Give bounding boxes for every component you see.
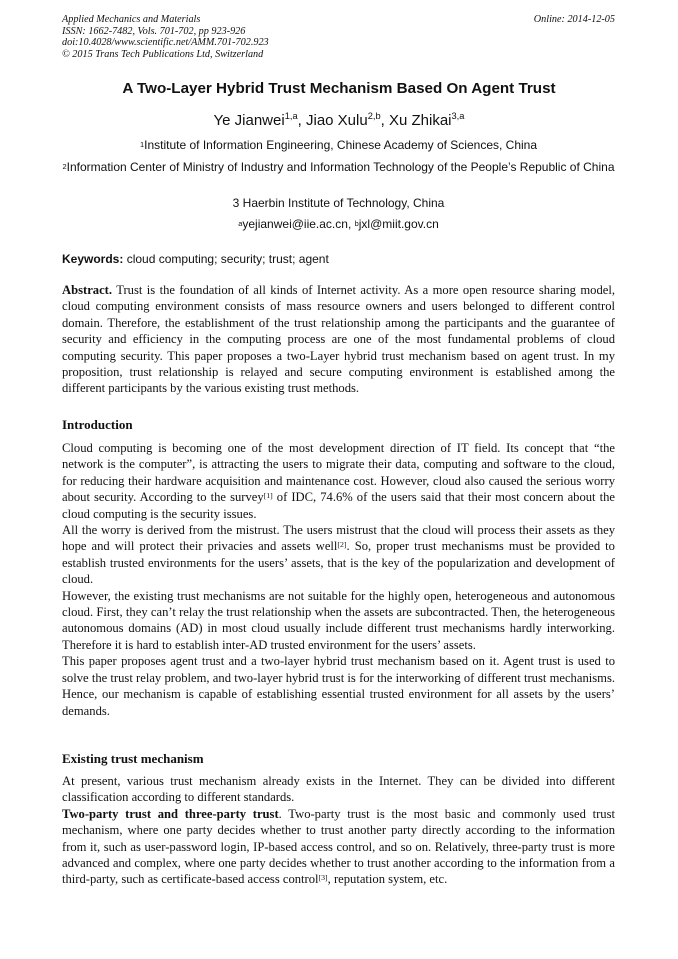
author-name: Ye Jianwei xyxy=(213,112,285,129)
email-sup: b xyxy=(354,218,359,228)
paragraph: This paper proposes agent trust and a two-layer hybrid trust mechanism based on it. Agent trust is used to solve the trust relay problem, and two-layer hybrid trust is for the interworking of different trust mechanisms. Hence, our mechanism is capable of establishing essential trusted environment for all assets by the users’ demands. xyxy=(62,654,615,718)
paragraph-text: , reputation system, etc. xyxy=(327,872,448,887)
journal-header xyxy=(62,14,615,60)
doi: doi:10.4028/www.scientific.net/AMM.701-702.923 xyxy=(62,37,269,48)
paragraph-text: . Two-party trust is the most basic and commonly used trust mechanism, where one party decides whether to trust another party directly according to the information from it, such as user-password login, IP-based access control, and so on. Relatively, three-party trust is more advanced and complex, where one party decides whether to trust another according to the information from a third-party, such as certificate-based access control xyxy=(62,806,615,887)
paragraph: However, the existing trust mechanisms are not suitable for the highly open, heterogeneous and autonomous cloud. First, they can’t relay the trust relationship when the assets are subcontracted. Then, the heterogeneous autonomous domains (AD) in most cloud usually include different trust mechanisms hardly interworking. Therefore it is hard to establish inter-AD trusted environment for the users’ assets. xyxy=(62,588,615,652)
affiliation-3 xyxy=(62,196,615,211)
email-a: yejianwei@iie.ac.cn, xyxy=(242,217,352,231)
introduction-body xyxy=(62,440,615,719)
paragraph-text: of IDC, 74.6% of the users said that their most concern about the cloud computing is the security issues. xyxy=(62,490,615,521)
affiliation-sup: 1 xyxy=(139,139,145,149)
email-b: jxl@miit.gov.cn xyxy=(358,217,439,231)
author-emails xyxy=(62,217,615,232)
citation: [1] xyxy=(263,491,273,501)
paragraph-text: Cloud computing is becoming one of the most development direction of IT field. Its concept that “the network is the computer”, is attracting the users to migrate their data, computing and software to the cloud, for reducing their hardware acquisition and maintenance cost. However, cloud also caused the serious worry about security. According to the survey xyxy=(62,441,615,505)
keywords xyxy=(62,252,615,266)
author-name: Jiao Xulu xyxy=(305,112,368,129)
paragraph xyxy=(62,440,615,522)
paragraph-text: . So, proper trust mechanisms must be provided to establish trusted environments for the users’ assets, that is the key of the popularization and development of cloud. xyxy=(62,539,615,587)
author-list: Ye Jianwei$^{1,a}$, Jiao Xulu$^{2,b}$, Xu Zhikai$^{3,a}$ xyxy=(213,110,465,129)
paragraph xyxy=(62,522,615,588)
affiliation-text: Information Center of Ministry of Industry and Information Technology of the People’s Republic of China xyxy=(66,160,615,174)
existing-trust-body xyxy=(62,773,615,888)
paper-title: A Two-Layer Hybrid Trust Mechanism Based On Agent Trust xyxy=(122,80,556,97)
abstract-text: Trust is the foundation of all kinds of Internet activity. As a more open resource sharing model, cloud computing environment consists of mass resource owners and users belonged to different control domain. Therefore, the establishment of the trust relationship among the participants and the guarantee of security and efficiency in the computing process are one of the most fundamental problems of cloud computing security. This paper proposes a two-Layer hybrid trust mechanism based on agent trust. In my proposition, trust relationship is relayed and secure computing environment is established among the different participants by the various existing trust methods. xyxy=(62,283,615,396)
abstract-label: Abstract. xyxy=(62,283,113,297)
abstract xyxy=(62,282,615,397)
keywords-text: cloud computing; security; trust; agent xyxy=(126,252,329,266)
affiliation-text: 3 Haerbin Institute of Technology, China xyxy=(232,196,445,210)
section-heading-existing-trust: Existing trust mechanism xyxy=(62,751,204,766)
journal-name: Applied Mechanics and Materials xyxy=(62,14,201,25)
issn: ISSN: 1662-7482, Vols. 701-702, pp 923-926 xyxy=(62,25,246,37)
author-sup: 1,a xyxy=(284,110,298,121)
keywords-label: Keywords: xyxy=(62,252,124,266)
online-date: Online: 2014-12-05 xyxy=(533,14,615,25)
author-name: Xu Zhikai xyxy=(388,112,452,129)
paragraph xyxy=(62,806,615,888)
author-sup: 3,a xyxy=(451,110,465,121)
affiliation-1 xyxy=(62,138,615,153)
author-sup: 2,b xyxy=(367,110,381,121)
paragraph-text: All the worry is derived from the mistrust. The users mistrust that the cloud will process their assets as they hope and will protect their privacies and assets well xyxy=(62,523,615,554)
citation: [2] xyxy=(337,540,347,550)
section-heading-introduction: Introduction xyxy=(62,417,133,432)
copyright: © 2015 Trans Tech Publications Ltd, Switzerland xyxy=(62,48,264,60)
affiliation-2 xyxy=(62,160,615,175)
paragraph: At present, various trust mechanism already exists in the Internet. They can be divided into different classification according to different standards. xyxy=(62,774,615,805)
email-sup: a xyxy=(238,218,243,228)
citation: [3] xyxy=(318,873,328,883)
affiliation-text: Institute of Information Engineering, Chinese Academy of Sciences, China xyxy=(144,138,538,152)
affiliation-sup: 2 xyxy=(62,161,67,171)
paragraph-label: Two-party trust and three-party trust xyxy=(62,806,279,821)
